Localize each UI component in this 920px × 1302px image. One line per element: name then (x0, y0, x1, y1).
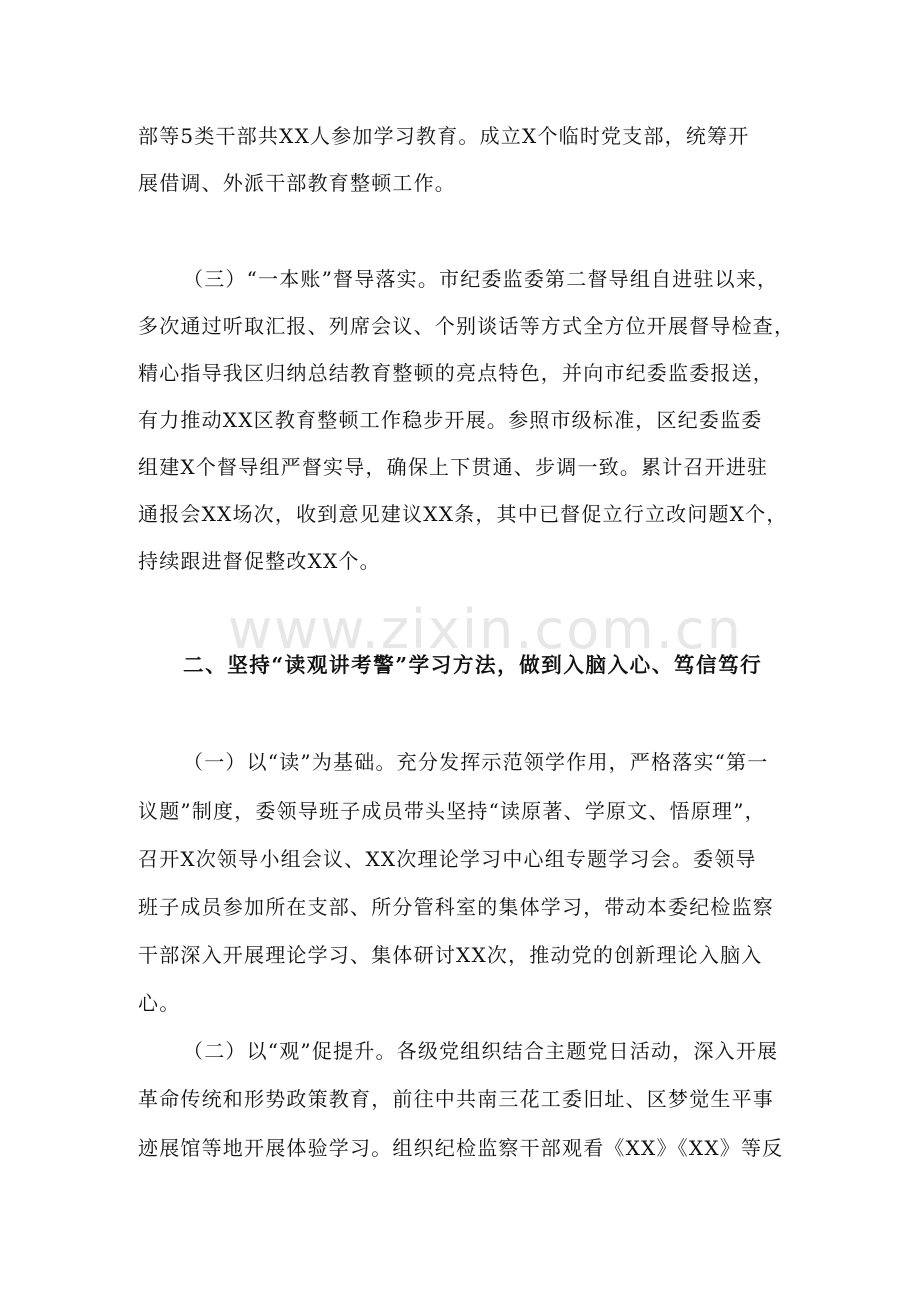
watermark: www.zixin.com.cn (228, 598, 743, 661)
paragraph-line: 召开X次领导小组会议、XX次理论学习中心组专题学习会。委领导 (138, 847, 757, 871)
paragraph-line: 干部深入开展理论学习、集体研讨XX次，推动党的创新理论入脑入 (138, 943, 763, 967)
paragraph-line: 班子成员参加所在支部、所分管科室的集体学习，带动本委纪检监察 (138, 895, 774, 919)
paragraph-line: （二）以“观”促提升。各级党组织结合主题党日活动，深入开展 (183, 1039, 779, 1063)
paragraph-line: （三）“一本账”督导落实。市纪委监委第二督导组自进驻以来， (183, 267, 779, 291)
paragraph-line: 多次通过听取汇报、列席会议、个别谈话等方式全方位开展督导检查， (138, 314, 796, 338)
paragraph-line: 精心指导我区归纳总结教育整顿的亮点特色，并向市纪委监委报送， (138, 361, 774, 385)
paragraph-line: 有力推动XX区教育整顿工作稳步开展。参照市级标准，区纪委监委 (138, 408, 763, 432)
paragraph-line: 心。 (138, 991, 181, 1015)
section-heading: 二、坚持“读观讲考警”学习方法，做到入脑入心、笃信笃行 (183, 653, 763, 677)
paragraph-line: 革命传统和形势政策教育，前往中共南三花工委旧址、区梦觉生平事 (138, 1087, 774, 1111)
paragraph-line: 通报会XX场次，收到意见建议XX条，其中已督促立行立改问题X个， (138, 502, 788, 526)
paragraph-line: 部等5类干部共XX人参加学习教育。成立X个临时党支部，统筹开 (138, 124, 750, 148)
paragraph-line: 组建X个督导组严督实导，确保上下贯通、步调一致。累计召开进驻 (138, 455, 769, 479)
paragraph-line: 迹展馆等地开展体验学习。组织纪检监察干部观看《XX》《XX》等反 (138, 1136, 784, 1160)
paragraph-line: （一）以“读”为基础。充分发挥示范领学作用，严格落实“第一 (183, 750, 769, 774)
paragraph-line: 持续跟进督促整改XX个。 (138, 549, 381, 573)
paragraph-line: 议题”制度，委领导班子成员带头坚持“读原著、学原文、悟原理”， (138, 799, 766, 823)
paragraph-line: 展借调、外派干部教育整顿工作。 (138, 171, 456, 195)
